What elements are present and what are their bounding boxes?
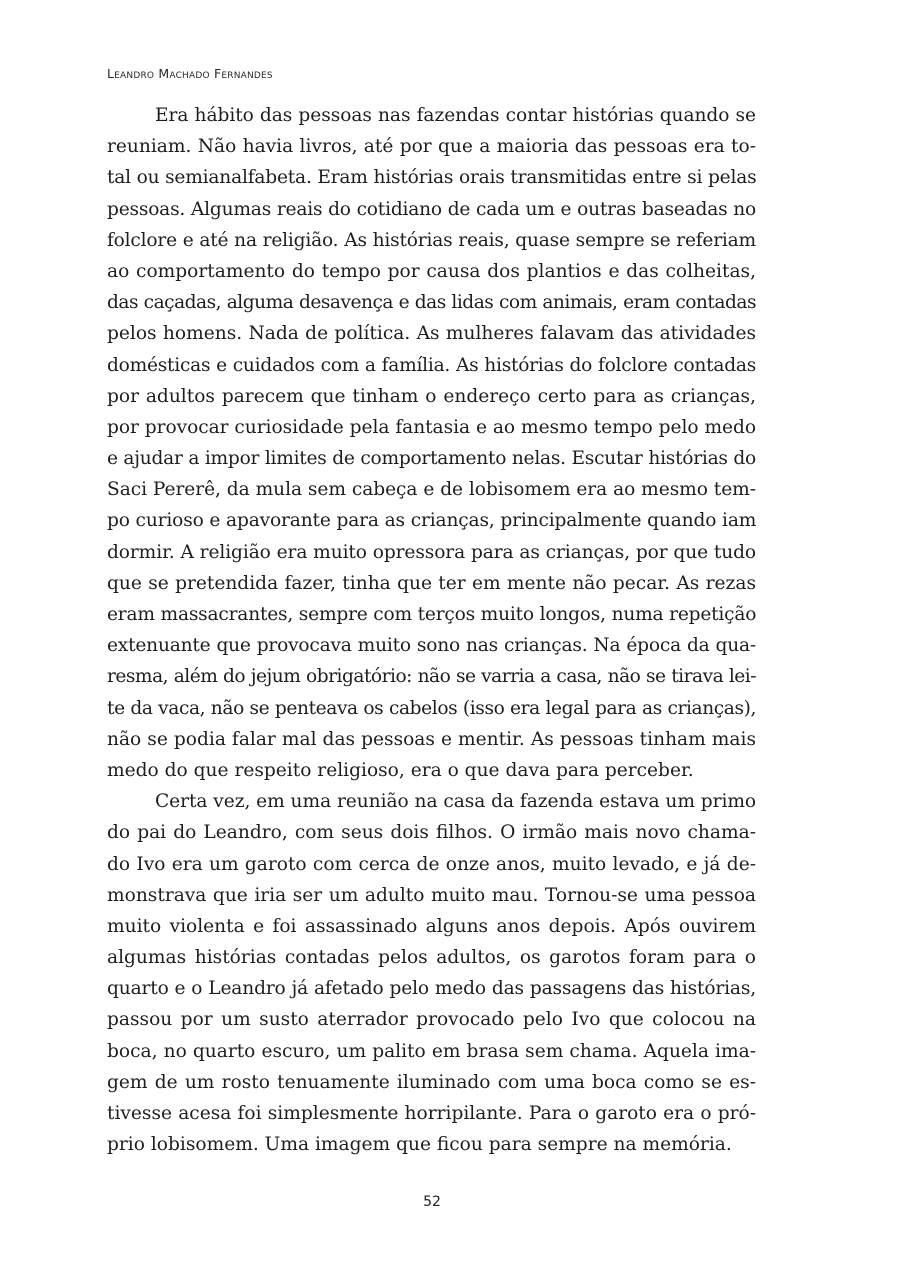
paragraph-line: quarto e o Leandro já afetado pelo medo das passagens das histórias, (107, 978, 756, 1000)
paragraph-line: e ajudar a impor limites de comportamento nelas. Escutar histórias do (107, 448, 756, 470)
paragraph-line: muito violenta e foi assassinado alguns anos depois. Após ouvirem (107, 915, 756, 937)
paragraph-line: prio lobisomem. Uma imagem que ficou para sempre na memória. (107, 1134, 732, 1156)
body-text (107, 100, 756, 1160)
page-number: 52 (423, 1194, 441, 1210)
paragraph-line: pelos homens. Nada de política. As mulheres falavam das atividades (107, 323, 756, 345)
paragraph-line: por adultos parecem que tinham o endereço certo para as crianças, (107, 385, 756, 407)
paragraph-line: que se pretendida fazer, tinha que ter em mente não pecar. As rezas (107, 572, 756, 594)
paragraph-1 (107, 100, 756, 786)
running-header: Leandro Machado Fernandes (107, 66, 273, 81)
paragraph-line: reuniam. Não havia livros, até por que a maioria das pessoas era to- (107, 136, 756, 158)
paragraph-line: resma, além do jejum obrigatório: não se varria a casa, não se tirava lei- (107, 666, 756, 688)
paragraph-line: por provocar curiosidade pela fantasia e ao mesmo tempo pelo medo (107, 416, 756, 438)
paragraph-line: domésticas e cuidados com a família. As histórias do folclore contadas (107, 354, 756, 376)
paragraph-line: tal ou semianalfabeta. Eram histórias orais transmitidas entre si pelas (107, 167, 757, 189)
paragraph-line: te da vaca, não se penteava os cabelos (isso era legal para as crianças), (107, 697, 756, 719)
paragraph-line: folclore e até na religião. As histórias reais, quase sempre se referiam (107, 229, 756, 251)
paragraph-line: Saci Pererê, da mula sem cabeça e de lobisomem era ao mesmo tem- (107, 479, 756, 501)
paragraph-line: boca, no quarto escuro, um palito em brasa sem chama. Aquela ima- (107, 1040, 756, 1062)
paragraph-line: das caçadas, alguma desavença e das lidas com animais, eram contadas (107, 292, 756, 314)
paragraph-line: algumas histórias contadas pelos adultos, os garotos foram para o (107, 947, 756, 969)
paragraph-line: monstrava que iria ser um adulto muito mau. Tornou-se uma pessoa (107, 884, 756, 906)
paragraph-line: do pai do Leandro, com seus dois filhos. O irmão mais novo chama- (107, 822, 756, 844)
paragraph-line: medo do que respeito religioso, era o que dava para perceber. (107, 759, 694, 781)
paragraph-line: Era hábito das pessoas nas fazendas contar histórias quando se (155, 105, 756, 126)
paragraph-line: eram massacrantes, sempre com terços muito longos, numa repetição (107, 604, 757, 625)
paragraph-line: não se podia falar mal das pessoas e mentir. As pessoas tinham mais (107, 728, 756, 750)
paragraph-line: gem de um rosto tenuamente iluminado com uma boca como se es- (107, 1071, 756, 1093)
paragraph-line: dormir. A religião era muito opressora para as crianças, por que tudo (107, 541, 756, 563)
paragraph-2 (107, 786, 756, 1160)
paragraph-line: do Ivo era um garoto com cerca de onze anos, muito levado, e já de- (107, 853, 756, 875)
paragraph-line: tivesse acesa foi simplesmente horripilante. Para o garoto era o pró- (107, 1103, 756, 1124)
paragraph-line: passou por um susto aterrador provocado pelo Ivo que colocou na (107, 1009, 756, 1031)
paragraph-line: Certa vez, em uma reunião na casa da fazenda estava um primo (155, 791, 757, 813)
paragraph-line: extenuante que provocava muito sono nas crianças. Na época da qua- (107, 635, 756, 657)
paragraph-line: po curioso e apavorante para as crianças, principalmente quando iam (107, 510, 757, 532)
paragraph-line: pessoas. Algumas reais do cotidiano de cada um e outras baseadas no (107, 198, 756, 220)
paragraph-line: ao comportamento do tempo por causa dos plantios e das colheitas, (107, 260, 756, 282)
